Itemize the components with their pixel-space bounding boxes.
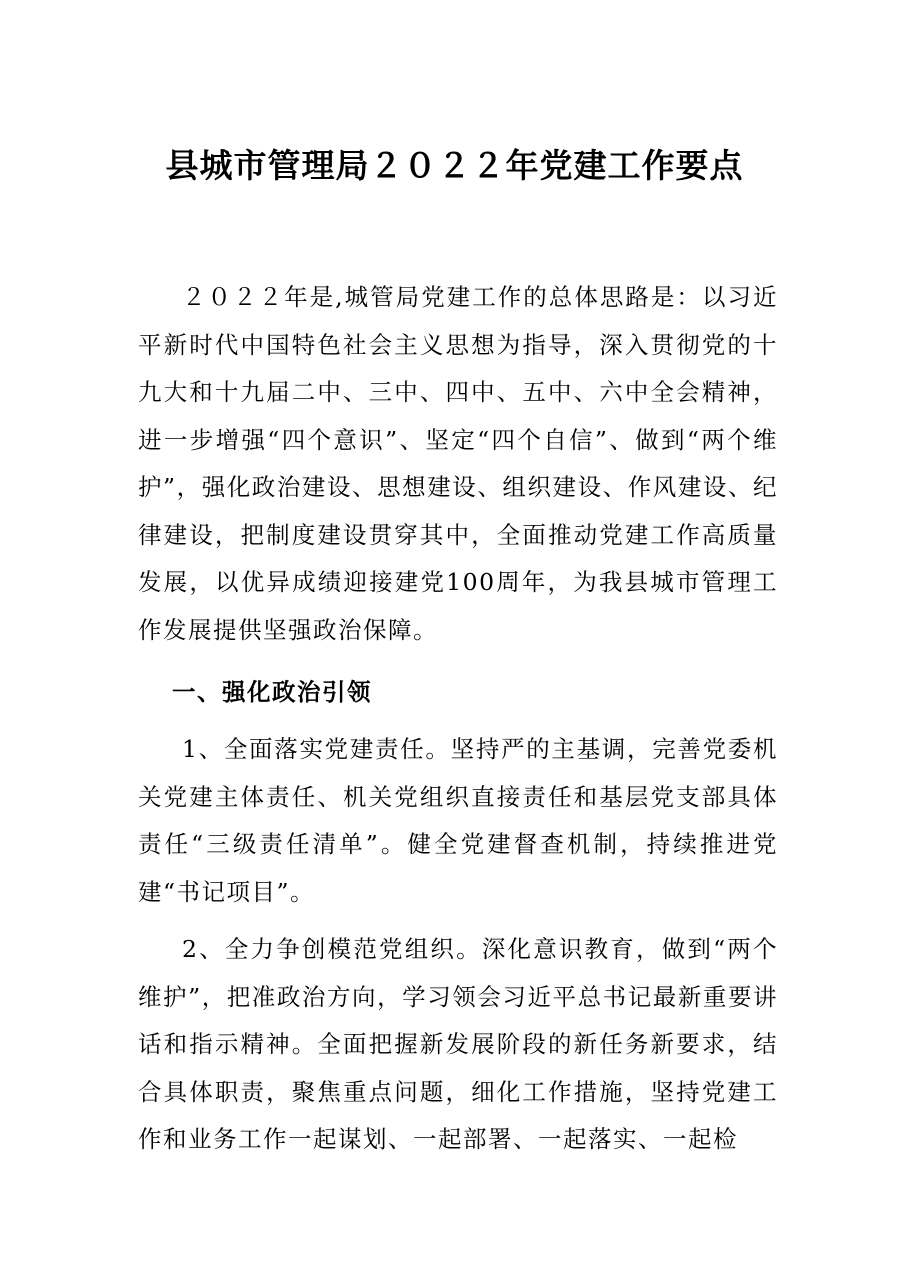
item-paragraph-2: 2、全力争创模范党组织。深化意识教育，做到“两个维护”，把准政治方向，学习领会习近平总书记最新重要讲话和指示精神。全面把握新发展阶段的新任务新要求，结合具体职责，聚焦重点问题，细化工作措施，坚持党建工作和业务工作一起谋划、一起部署、一起落实、一起检 [138, 935, 778, 1153]
section-heading-1: 一、强化政治引领 [172, 678, 372, 706]
document-title: 县城市管理局２０２２年党建工作要点 [165, 146, 744, 185]
item-paragraph-1: 1、全面落实党建责任。坚持严的主基调，完善党委机关党建主体责任、机关党组织直接责任和基层党支部具体责任“三级责任清单”。健全党建督查机制，持续推进党建“书记项目”。 [138, 735, 778, 906]
intro-paragraph: ２０２２年是,城管局党建工作的总体思路是：以习近平新时代中国特色社会主义思想为指导，深入贯彻党的十九大和十九届二中、三中、四中、五中、六中全会精神，进一步增强“四个意识”、坚定“四个自信”、做到“两个维护”，强化政治建设、思想建设、组织建设、作风建设、纪律建设，把制度建设贯穿其中，全面推动党建工作高质量发展，以优异成绩迎接建党100周年，为我县城市管理工作发展提供坚强政治保障。 [138, 283, 778, 644]
